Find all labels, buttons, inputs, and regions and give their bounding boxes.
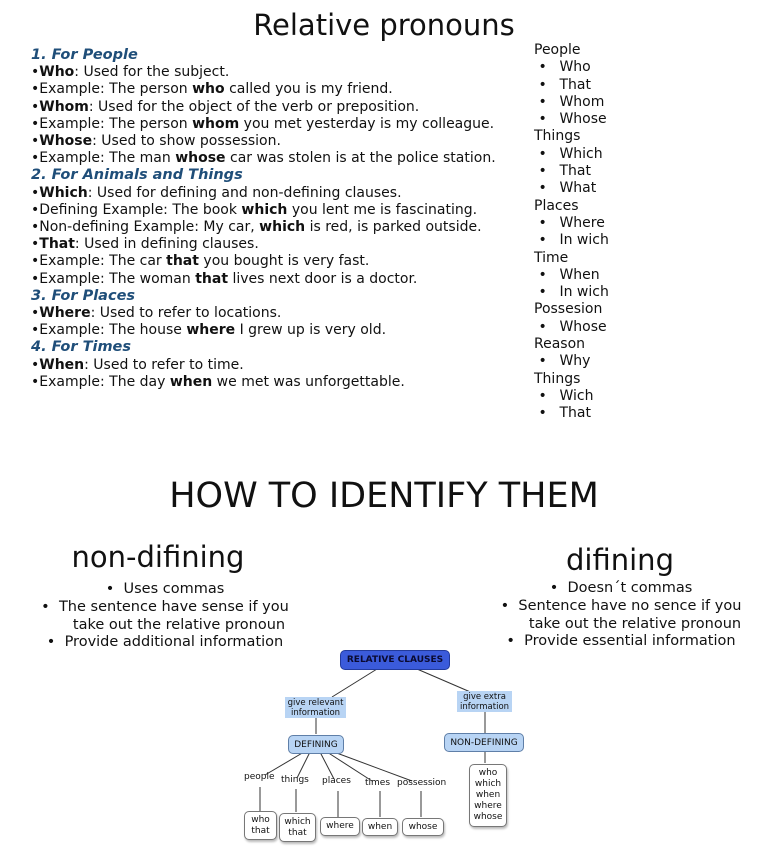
bullet-point (490, 616, 752, 634)
bullet-point (490, 580, 752, 598)
nondefining-points (30, 581, 300, 652)
pronoun-bold: Whose (39, 133, 93, 150)
leaf-word: that (288, 827, 307, 838)
bullet: • (538, 284, 547, 301)
line-text: I grew up is very old. (235, 322, 387, 339)
page-title: Relative pronouns (253, 8, 515, 42)
leaf-word: where (474, 801, 502, 811)
summary-category: Places (534, 197, 579, 214)
line-text: •Example: The house (31, 322, 187, 339)
line-text: car was stolen is at the police station. (225, 150, 496, 167)
bullet: • (538, 76, 547, 93)
bullet: • (538, 266, 547, 283)
summary-category: People (534, 42, 581, 58)
summary-item (534, 232, 654, 249)
pronoun-bold: which (259, 219, 306, 236)
summary-category: Things (534, 370, 581, 387)
line-text: • (31, 64, 40, 81)
line-text: •Example: The person (31, 115, 193, 132)
summary-item (534, 267, 654, 284)
nondefining-heading: non-difining (71, 540, 245, 574)
diagram-category-label: people (244, 772, 275, 782)
diagram-category-label: possession (397, 778, 447, 788)
bullet: • (538, 180, 547, 197)
line-text: : Used for the object of the verb or preposition. (88, 98, 420, 115)
section-heading: 2. For Animals and Things (31, 167, 243, 184)
line-text: : Used for the subject. (74, 64, 230, 81)
explanation-line (31, 150, 531, 167)
explanation-line (31, 219, 531, 236)
diagram-nondefining-leaf (469, 764, 507, 827)
leaf-word: when (367, 821, 393, 832)
bullet: • (500, 597, 510, 614)
section-heading: 1. For People (31, 47, 138, 63)
line-text: •Example: The woman (31, 270, 196, 287)
bullet: • (538, 111, 547, 128)
bullet: • (41, 598, 50, 615)
line-text: you lent me is fascinating. (287, 201, 478, 218)
leaf-word: when (475, 790, 501, 800)
bullet: • (538, 387, 547, 404)
explanation-line (31, 236, 531, 253)
diagram-nondefining-node: NON-DEFINING (444, 733, 524, 752)
bullet: • (538, 93, 547, 110)
diagram-defining-node: DEFINING (288, 735, 344, 754)
bullet-text: Provide essential information (524, 633, 736, 650)
explanation-line (31, 271, 531, 288)
summary-item (534, 215, 654, 232)
pronoun-bold: who (192, 81, 225, 98)
explanation-line (31, 374, 531, 391)
diagram-note-extra (457, 691, 512, 712)
summary-item (534, 77, 654, 94)
explanation-line (31, 64, 531, 81)
summary-category: Time (534, 249, 569, 266)
diagram-note-relevant (285, 697, 346, 718)
line-text: we met was unforgettable. (212, 373, 405, 390)
bullet-text: take out the relative pronoun (72, 616, 286, 633)
pronoun-bold: When (39, 356, 85, 373)
leaf-word: who (478, 768, 498, 778)
line-text: • (31, 98, 40, 115)
summary-category: Reason (534, 336, 586, 353)
line-text: •Example: The man (31, 150, 176, 167)
diagram-category-label: things (281, 775, 309, 785)
pronoun-bold: when (169, 373, 213, 390)
pronoun-bold: Where (39, 305, 91, 322)
leaf-word: whose (408, 821, 438, 832)
line-text: : Used to refer to locations. (90, 305, 282, 322)
bullet-text: Doesn´t commas (567, 580, 693, 596)
summary-item-text: Whom (559, 93, 605, 110)
bullet-text: take out the relative pronoun (528, 615, 742, 632)
bullet: • (105, 581, 115, 597)
pronoun-bold: where (186, 322, 236, 339)
line-text: •Example: The car (31, 253, 167, 270)
summary-item (534, 284, 654, 301)
note-line: give relevant (287, 697, 344, 708)
summary-item (534, 59, 654, 76)
bullet: • (538, 405, 547, 422)
explanation-line (31, 202, 531, 219)
summary-item-text: Which (559, 145, 603, 162)
bullet-text: Provide additional information (64, 634, 284, 651)
section-heading: 3. For Places (31, 287, 136, 304)
summary-item (534, 94, 654, 111)
bullet: • (538, 214, 547, 231)
bullet-point (30, 599, 300, 617)
pronoun-explanations (31, 47, 531, 391)
pronoun-bold: Whom (39, 98, 89, 115)
line-text: •Example: The day (31, 373, 170, 390)
summary-item (534, 319, 654, 336)
bullet: • (538, 145, 547, 162)
leaf-word: who (251, 814, 270, 825)
explanation-line (31, 185, 531, 202)
summary-item (534, 180, 654, 197)
line-text: • (31, 133, 40, 150)
leaf-word: whose (473, 812, 503, 822)
pronoun-bold: That (39, 236, 75, 253)
summary-item-text: When (559, 266, 600, 283)
note-line: give extra (463, 691, 506, 702)
bullet: • (538, 232, 547, 249)
leaf-word: which (284, 816, 311, 827)
diagram-category-label: places (322, 776, 351, 786)
line-text: : Used for defining and non-defining clauses. (87, 184, 402, 201)
summary-item-text: Why (559, 353, 591, 370)
leaf-word: which (474, 779, 502, 789)
line-text: •Example: The person (31, 81, 193, 98)
line-text: you met yesterday is my colleague. (239, 115, 495, 132)
line-text: is red, is parked outside. (305, 219, 482, 236)
summary-category: Things (534, 128, 581, 145)
pronoun-summary-list (534, 42, 654, 423)
diagram-leaf-node (362, 818, 398, 836)
summary-item (534, 353, 654, 370)
summary-item-text: That (559, 163, 591, 180)
section-title-identify: HOW TO IDENTIFY THEM (169, 476, 599, 516)
defining-points (490, 580, 752, 651)
diagram-root-node: RELATIVE CLAUSES (340, 650, 450, 670)
summary-item-text: Wich (559, 387, 594, 404)
line-text: you bought is very fast. (198, 253, 370, 270)
diagram-category-label: times (365, 778, 391, 788)
bullet-text: Uses commas (123, 581, 225, 597)
explanation-line (31, 322, 531, 339)
relative-clauses-diagram (232, 645, 532, 850)
line-text: called you is my friend. (224, 81, 393, 98)
line-text: • (31, 356, 40, 373)
pronoun-bold: Which (39, 184, 88, 201)
explanation-line (31, 116, 531, 133)
note-line: information (459, 701, 510, 712)
bullet: • (538, 353, 547, 370)
bullet: • (549, 580, 559, 596)
line-text: • (31, 305, 40, 322)
line-text: •Defining Example: The book (31, 201, 242, 218)
pronoun-bold: Who (39, 64, 75, 81)
summary-item (534, 111, 654, 128)
diagram-leaf-node (402, 818, 444, 836)
bullet: • (46, 634, 56, 651)
defining-heading: difining (566, 543, 674, 577)
explanation-line (31, 81, 531, 98)
bullet: • (538, 59, 547, 76)
pronoun-bold: that (195, 270, 229, 287)
pronoun-bold: that (166, 253, 199, 270)
diagram-leaf-node (244, 811, 277, 840)
summary-item-text: In wich (559, 232, 609, 249)
line-text: : Used in defining clauses. (74, 236, 259, 253)
diagram-leaf-node (279, 813, 316, 842)
bullet-point (30, 617, 300, 635)
note-line: information (290, 707, 341, 718)
line-text: : Used to show possession. (92, 133, 281, 150)
summary-item-text: Who (559, 59, 591, 76)
explanation-line (31, 357, 531, 374)
summary-item-text: What (559, 180, 597, 197)
line-text: •Non-defining Example: My car, (31, 219, 260, 236)
summary-item (534, 405, 654, 422)
summary-item (534, 388, 654, 405)
line-text: • (31, 184, 40, 201)
bullet: • (506, 633, 515, 650)
summary-item (534, 146, 654, 163)
line-text: lives next door is a doctor. (228, 270, 418, 287)
bullet: • (538, 318, 547, 335)
summary-item-text: That (559, 405, 591, 422)
explanation-line (31, 305, 531, 322)
summary-item-text: Where (559, 214, 605, 231)
pronoun-bold: whom (192, 115, 240, 132)
pronoun-bold: which (241, 201, 288, 218)
diagram-leaf-node (320, 817, 360, 836)
explanation-line (31, 99, 531, 116)
line-text: : Used to refer to time. (84, 356, 244, 373)
leaf-word: where (326, 821, 354, 831)
bullet-text: Sentence have no sence if you (518, 597, 742, 614)
bullet-point (30, 581, 300, 599)
leaf-word: that (251, 825, 270, 836)
summary-item-text: Whose (559, 318, 607, 335)
bullet: • (538, 163, 547, 180)
summary-item (534, 163, 654, 180)
summary-item-text: In wich (559, 284, 609, 301)
summary-item-text: That (559, 76, 591, 93)
section-heading: 4. For Times (31, 339, 132, 356)
pronoun-bold: whose (175, 150, 226, 167)
summary-item-text: Whose (559, 111, 607, 128)
explanation-line (31, 253, 531, 270)
explanation-line (31, 133, 531, 150)
summary-category: Possesion (534, 301, 603, 318)
bullet-point (490, 598, 752, 616)
bullet-text: The sentence have sense if you (58, 598, 289, 615)
line-text: • (31, 236, 40, 253)
